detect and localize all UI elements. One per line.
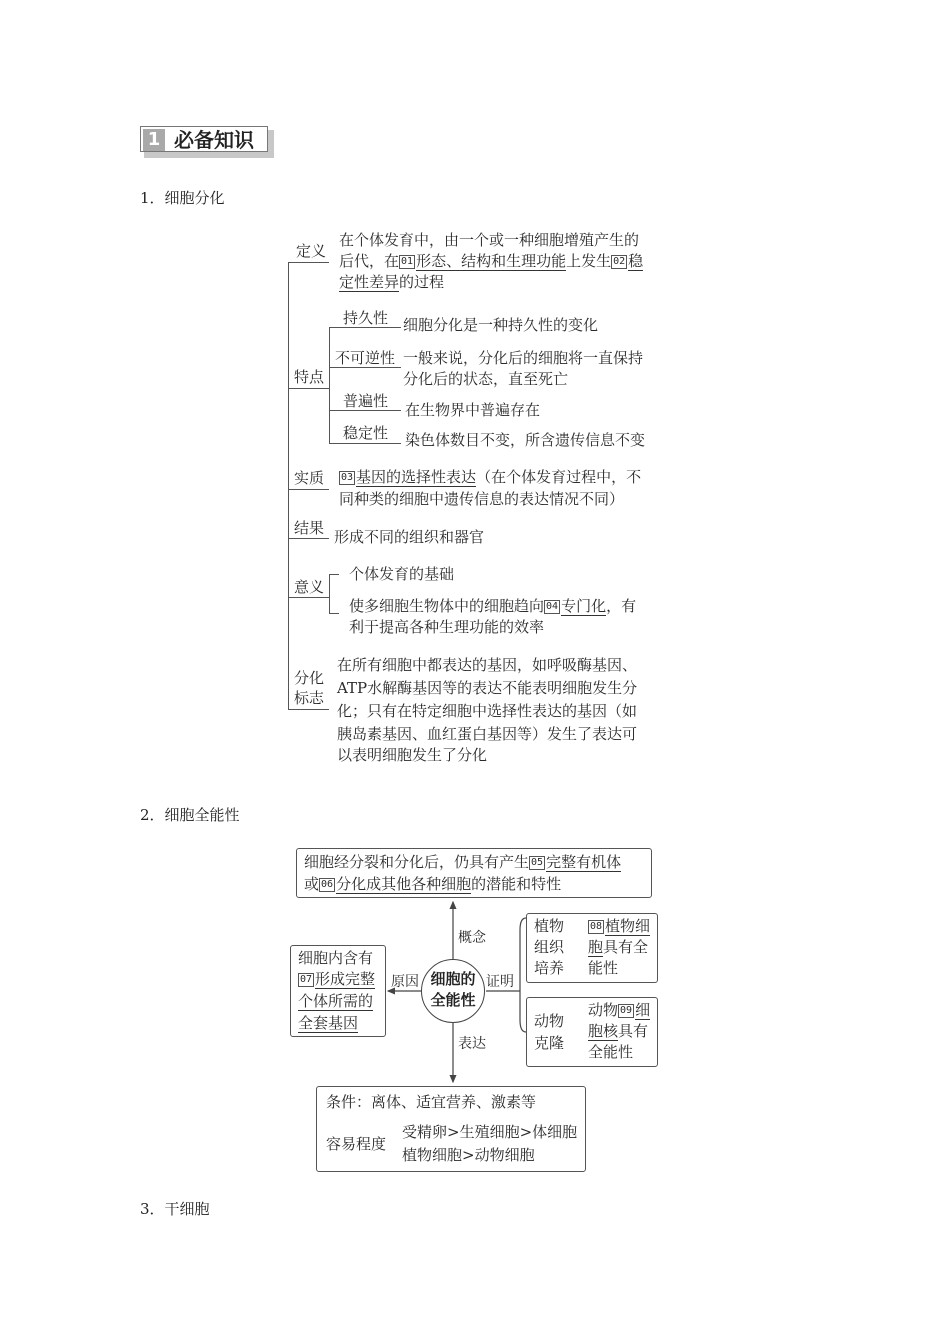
marker-line-4: 胰岛素基因、血红蛋白基因等）发生了表达可 [337,725,638,743]
heading-stem-cell: 3．干细胞 [140,1200,210,1218]
reason-line-3 [298,991,373,1012]
blank-number-06: 06 [321,879,334,890]
ease-label: 容易程度 [326,1135,387,1153]
animal-right-2: 胞核具有 [588,1022,649,1040]
answer-07-part-3: 全套基因 [298,1014,359,1032]
plant-left-2: 组织 [534,938,565,956]
reason-line-1: 细胞内含有 [298,949,374,967]
significance-2-line-1: 使多细胞生物体中的细胞趋向 04 专门化，有 [349,597,637,615]
answer-03: 基因的选择性表达 [356,468,477,486]
significance-label: 意义 [294,578,325,596]
marker-line-2: ATP水解酶基因等的表达不能表明细胞发生分 [337,679,638,697]
heading-cell-totipotency: 2．细胞全能性 [140,806,240,824]
definition-line-2: 后代，在 01 形态、结构和生理功能上发生 02 稳 [339,252,644,270]
definition-line-1: 在个体发育中，由一个或一种细胞增殖产生的 [339,231,640,249]
blank-number-01: 01 [401,256,414,267]
condition-text: 条件：离体、适宜营养、激素等 [326,1093,537,1111]
feature-universality-text: 在生物界中普遍存在 [405,401,541,419]
heading-cell-differentiation: 1．细胞分化 [140,189,225,207]
answer-01: 形态、结构和生理功能 [416,252,567,270]
blank-number-02: 02 [613,256,626,267]
reason-line-4 [298,1013,358,1034]
answer-04: 专门化 [561,597,607,615]
result-text: 形成不同的组织和器官 [334,528,485,546]
essence-label: 实质 [294,469,325,487]
features-label: 特点 [294,368,325,386]
express-label: 表达 [458,1036,486,1052]
feature-irreversibility-label: 不可逆性 [335,349,396,367]
significance-2-line-2: 利于提高各种生理功能的效率 [349,618,545,636]
definition-label: 定义 [296,242,327,260]
blank-number-04: 04 [546,601,559,612]
plant-right-1 [588,916,650,937]
essence-line-1: 03 基因的选择性表达（在个体发育过程中，不 [341,468,642,486]
answer-05: 完整有机体 [546,853,622,871]
animal-left-1: 动物 [534,1012,565,1030]
answer-06: 分化成其他各种细胞 [336,875,472,893]
animal-right-1: 动物 09 细 [588,1001,651,1019]
feature-irreversibility-line-1: 一般来说，分化后的细胞将一直保持 [403,349,644,367]
feature-persistence-label: 持久性 [343,309,389,327]
result-label: 结果 [294,519,325,537]
center-line-2: 全能性 [430,991,476,1009]
answer-09-part-1: 细 [635,1001,651,1019]
ease-line-1: 受精卵>生殖细胞>体细胞 [402,1123,578,1141]
marker-line-3: 化；只有在特定细胞中选择性表达的基因（如 [337,702,638,720]
reason-label: 原因 [391,974,419,990]
blank-number-07: 07 [300,974,313,985]
feature-universality-label: 普遍性 [343,392,389,410]
answer-08-part-2: 胞 [588,938,604,956]
blank-number-03: 03 [341,472,354,483]
reason-line-2 [298,969,375,990]
blank-number-09: 09 [620,1005,633,1016]
essence-line-2: 同种类的细胞中遗传信息的表达情况不同） [339,490,625,508]
marker-label-2: 标志 [294,689,325,707]
animal-left-2: 克隆 [534,1034,565,1052]
answer-02: 定性差异 [339,273,400,291]
feature-irreversibility-line-2: 分化后的状态，直至死亡 [403,370,569,388]
concept-line-1: 细胞经分裂和分化后，仍具有产生 05 完整有机体 [304,853,622,871]
answer-07-part-1: 形成完整 [315,970,376,988]
marker-label-1: 分化 [294,669,325,687]
answer-09-part-2: 胞核 [588,1022,619,1040]
proof-label: 证明 [486,974,514,990]
marker-line-5: 以表明细胞发生了分化 [337,746,488,764]
answer-07-part-2: 个体所需的 [298,992,374,1010]
plant-left-3: 培养 [534,959,565,977]
section-badge-title: 必备知识 [174,128,254,152]
section-badge-number: 1 [143,129,165,151]
ease-line-2: 植物细胞>动物细胞 [402,1146,535,1164]
answer-08-part-1: 植物细 [605,917,651,935]
center-line-1: 细胞的 [430,970,476,988]
plant-left-1: 植物 [534,917,565,935]
marker-line-1: 在所有细胞中都表达的基因，如呼吸酶基因、 [337,656,638,674]
animal-right-3: 全能性 [588,1043,634,1061]
concept-arrow-label: 概念 [458,930,486,946]
blank-number-08: 08 [590,921,603,932]
feature-stability-label: 稳定性 [343,424,389,442]
significance-1: 个体发育的基础 [349,565,455,583]
definition-line-3: 定性差异的过程 [339,273,445,291]
concept-line-2: 或 06 分化成其他各种细胞的潜能和特性 [304,875,562,893]
plant-right-3: 能性 [588,959,619,977]
blank-number-05: 05 [531,857,544,868]
feature-persistence-text: 细胞分化是一种持久性的变化 [403,316,599,334]
feature-stability-text: 染色体数目不变，所含遗传信息不变 [405,431,646,449]
plant-right-2: 胞具有全 [588,938,649,956]
